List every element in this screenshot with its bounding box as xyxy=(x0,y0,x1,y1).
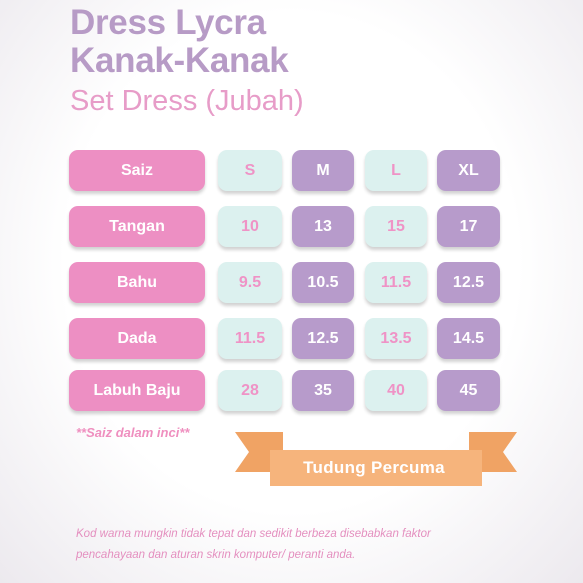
tangan-m-value: 13 xyxy=(292,206,354,247)
labuh-baju-m-value: 35 xyxy=(292,370,354,411)
page-title xyxy=(70,4,288,80)
ribbon-label: Tudung Percuma xyxy=(303,458,445,477)
bahu-l-value: 11.5 xyxy=(365,262,427,303)
title-line-1: Dress Lycra xyxy=(70,3,266,42)
labuh-baju-xl-value: 45 xyxy=(437,370,500,411)
bahu-xl-value: 12.5 xyxy=(437,262,500,303)
dada-xl-value: 14.5 xyxy=(437,318,500,359)
labuh-baju-s-value: 28 xyxy=(218,370,282,411)
row-label-bahu: Bahu xyxy=(69,262,205,303)
title-line-2: Kanak-Kanak xyxy=(70,41,289,80)
tangan-l-value: 15 xyxy=(365,206,427,247)
labuh-baju-l-value: 40 xyxy=(365,370,427,411)
tangan-s-value: 10 xyxy=(218,206,282,247)
disclaimer-line-1: Kod warna mungkin tidak tepat dan sedikit berbeza disebabkan faktor xyxy=(76,528,431,540)
dada-l-value: 13.5 xyxy=(365,318,427,359)
dada-m-value: 12.5 xyxy=(292,318,354,359)
color-disclaimer xyxy=(76,524,556,566)
row-label-tangan: Tangan xyxy=(69,206,205,247)
disclaimer-line-2: pencahayaan dan aturan skrin komputer/ peranti anda. xyxy=(76,549,356,561)
tangan-xl-value: 17 xyxy=(437,206,500,247)
bahu-s-value: 9.5 xyxy=(218,262,282,303)
row-label-dada: Dada xyxy=(69,318,205,359)
row-label-labuh-baju: Labuh Baju xyxy=(69,370,205,411)
page-subtitle: Set Dress (Jubah) xyxy=(70,85,304,117)
size-header-label: Saiz xyxy=(69,150,205,191)
dada-s-value: 11.5 xyxy=(218,318,282,359)
size-m-header: M xyxy=(292,150,354,191)
size-xl-header: XL xyxy=(437,150,500,191)
size-unit-note: **Saiz dalam inci** xyxy=(76,425,190,440)
bahu-m-value: 10.5 xyxy=(292,262,354,303)
size-s-header: S xyxy=(218,150,282,191)
size-l-header: L xyxy=(365,150,427,191)
